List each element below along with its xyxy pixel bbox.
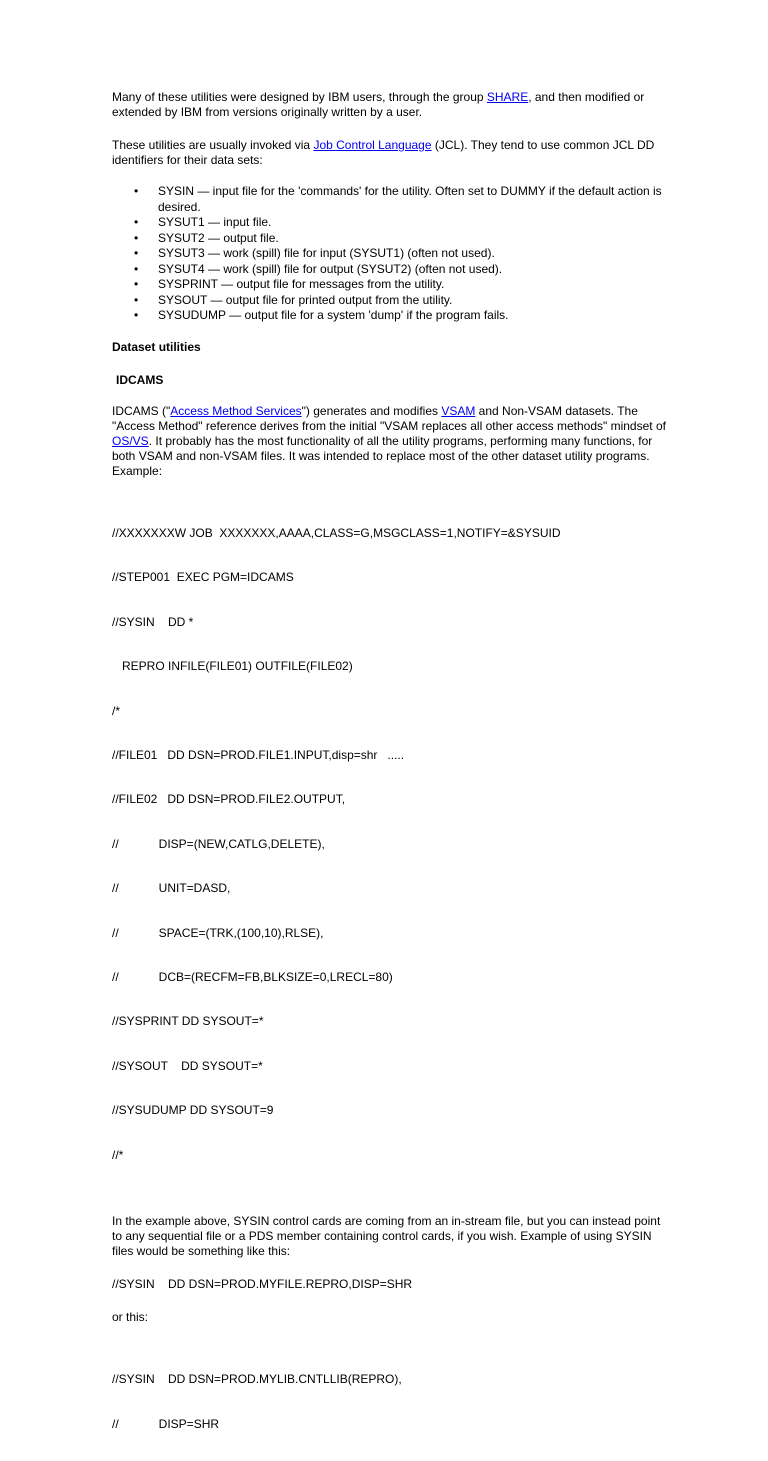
dd-identifier-list <box>112 184 672 324</box>
dataset-utilities-heading: Dataset utilities <box>112 339 201 354</box>
sysin-pds-code-block <box>112 1343 672 1461</box>
access-method-services-link[interactable]: Access Method Services <box>170 403 302 418</box>
bullet-icon: • <box>134 184 139 198</box>
document-page <box>112 90 672 1461</box>
vsam-link[interactable]: VSAM <box>441 403 476 418</box>
code-line: // UNIT=DASD, <box>112 881 231 896</box>
list-item: • SYSPRINT — output file for messages from the utility. <box>134 277 445 291</box>
list-item: • SYSUT4 — work (spill) file for output (SYSUT2) (often not used). <box>134 261 503 276</box>
os-vs-link[interactable]: OS/VS <box>112 433 149 448</box>
bullet-icon: • <box>134 277 139 291</box>
bullet-icon: • <box>134 215 139 229</box>
list-item: • SYSUT3 — work (spill) file for input (SYSUT1) (often not used). <box>134 246 495 260</box>
list-item: • SYSIN — input file for the 'commands' for the utility. Often set to DUMMY if the default action is desired. <box>134 184 662 214</box>
jcl-text-2: (JCL). They tend to use common JCL DD identifiers for their data sets: <box>112 138 655 167</box>
code-line: //STEP001 EXEC PGM=IDCAMS <box>112 570 294 585</box>
list-item: • SYSOUT — output file for printed output from the utility. <box>134 292 453 307</box>
bullet-icon: • <box>134 308 139 322</box>
list-item: • SYSUDUMP — output file for a system 'dump' if the program fails. <box>134 308 509 322</box>
code-line: //SYSIN DD * <box>112 614 194 629</box>
intro-text-2: , and then modified or extended by IBM from versions originally written by a user. <box>112 90 645 119</box>
code-line: //FILE02 DD DSN=PROD.FILE2.OUTPUT, <box>112 792 346 807</box>
list-item: • SYSUT2 — output file. <box>134 230 279 245</box>
intro-paragraph <box>112 90 672 120</box>
job-control-language-link[interactable]: Job Control Language <box>313 138 432 152</box>
code-line: // SPACE=(TRK,(100,10),RLSE), <box>112 925 324 940</box>
list-item: • SYSUT1 — input file. <box>134 215 272 229</box>
code-line: //SYSIN DD DSN=PROD.MYLIB.CNTLLIB(REPRO), <box>112 1372 402 1387</box>
code-line: // DISP=SHR <box>112 1416 220 1431</box>
code-line: //XXXXXXXW JOB XXXXXXX,AAAA,CLASS=G,MSGCLASS=1,NOTIFY=&SYSUID <box>112 526 561 541</box>
jcl-text-1: These utilities are usually invoked via <box>112 138 314 152</box>
bullet-icon: • <box>134 261 139 276</box>
code-line: REPRO INFILE(FILE01) OUTFILE(FILE02) <box>112 659 353 674</box>
bullet-icon: • <box>134 230 139 245</box>
jcl-paragraph <box>112 138 672 168</box>
bullet-icon: • <box>134 246 139 260</box>
code-line: //FILE01 DD DSN=PROD.FILE1.INPUT,disp=shr ..... <box>112 748 405 763</box>
bullet-icon: • <box>134 292 139 307</box>
share-link[interactable]: SHARE <box>486 90 529 104</box>
code-line: // DISP=(NEW,CATLG,DELETE), <box>112 836 325 851</box>
idcams-jcl-code-block <box>112 497 672 1192</box>
intro-text-1: Many of these utilities were designed by IBM users, through the group <box>112 90 487 104</box>
idcams-paragraph: IDCAMS ("Access Method Services") generates and modifies VSAM and Non-VSAM datasets. The "Access Method" reference derives from the initial "VSAM replaces all other access methods" mindset of OS/VS. It probably has the most functionality of all the utility programs, performing many functions, for both VSAM and non-VSAM files. It was intended to replace most of the other dataset utility programs. Example: <box>112 403 666 478</box>
idcams-heading: IDCAMS <box>116 372 164 387</box>
example-paragraph: In the example above, SYSIN control cards are coming from an in-stream file, but you can instead point to any sequential file or a PDS member containing control cards, if you wish. Example of using SYSIN files would be something like this: <box>112 1213 661 1258</box>
code-line: //* <box>112 1147 124 1162</box>
code-line: //SYSPRINT DD SYSOUT=* <box>112 1014 264 1029</box>
code-line: //SYSOUT DD SYSOUT=* <box>112 1058 263 1073</box>
code-line: //SYSUDUMP DD SYSOUT=9 <box>112 1103 274 1118</box>
sysin-file-code: //SYSIN DD DSN=PROD.MYFILE.REPRO,DISP=SHR <box>112 1276 413 1291</box>
or-this-text: or this: <box>112 1309 149 1324</box>
code-line: /* <box>112 703 121 718</box>
code-line: // DCB=(RECFM=FB,BLKSIZE=0,LRECL=80) <box>112 970 393 984</box>
